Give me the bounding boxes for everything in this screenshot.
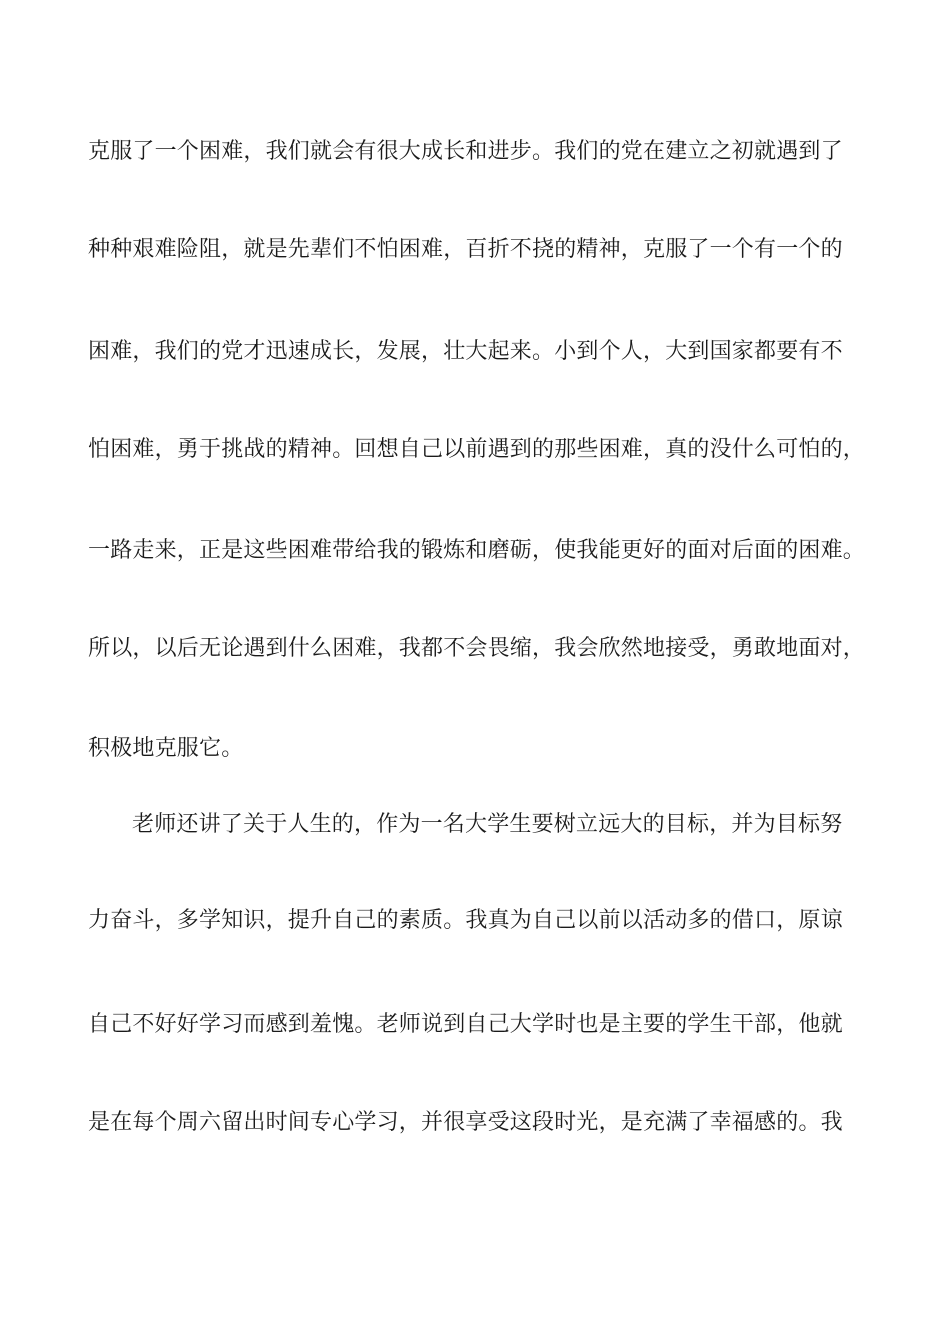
paragraph-line: 积极地克服它。 [88, 736, 244, 761]
paragraph-line: 老师还讲了关于人生的，作为一名大学生要树立远大的目标，并为目标努 [132, 812, 843, 837]
paragraph-line: 是在每个周六留出时间专心学习，并很享受这段时光，是充满了幸福感的。我 [88, 1110, 843, 1135]
paragraph-line: 所以，以后无论遇到什么困难，我都不会畏缩，我会欣然地接受，勇敢地面对， [88, 636, 866, 661]
paragraph-line: 种种艰难险阻，就是先辈们不怕困难，百折不挠的精神，克服了一个有一个的 [88, 237, 843, 262]
paragraph-line: 力奋斗，多学知识，提升自己的素质。我真为自己以前以活动多的借口，原谅 [88, 908, 843, 933]
paragraph-line: 困难，我们的党才迅速成长，发展，壮大起来。小到个人，大到国家都要有不 [88, 339, 843, 364]
paragraph-line: 一路走来，正是这些困难带给我的锻炼和磨砺，使我能更好的面对后面的困难。 [88, 538, 866, 563]
paragraph-line: 克服了一个困难，我们就会有很大成长和进步。我们的党在建立之初就遇到了 [88, 139, 843, 164]
paragraph-line: 怕困难，勇于挑战的精神。回想自己以前遇到的那些困难，真的没什么可怕的， [88, 437, 866, 462]
paragraph-line: 自己不好好学习而感到羞愧。老师说到自己大学时也是主要的学生干部，他就 [88, 1012, 843, 1037]
